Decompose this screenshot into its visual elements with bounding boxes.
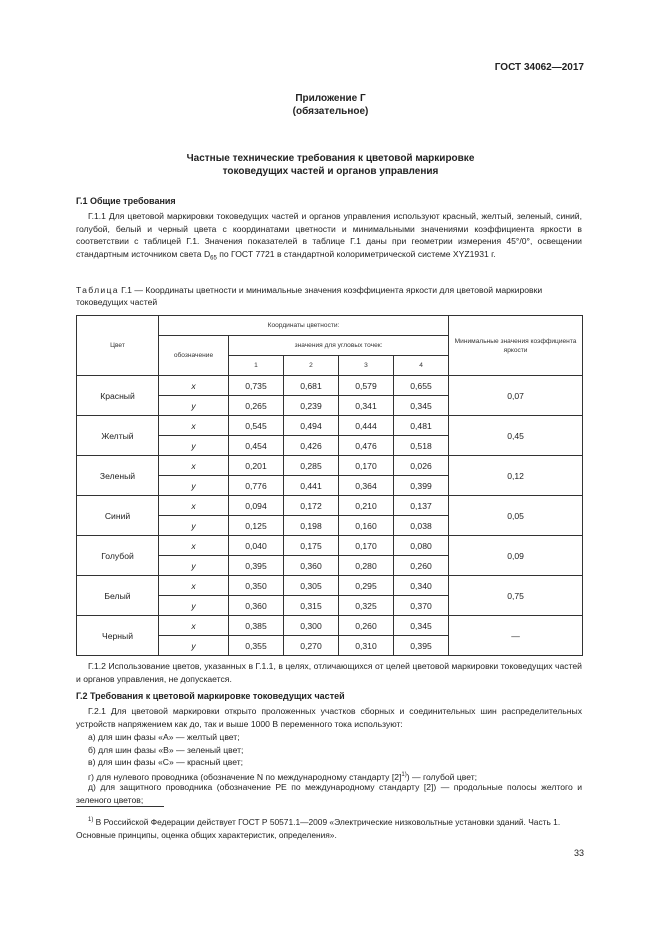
min-value-cell: —	[449, 616, 583, 656]
footnote-mark: 1)	[88, 817, 94, 823]
value-cell: 0,341	[339, 396, 394, 416]
section-g1-heading: Г.1 Общие требования	[76, 196, 176, 206]
value-cell: 0,080	[394, 536, 449, 556]
color-name-cell: Красный	[77, 376, 159, 416]
coord-label-x: x	[159, 576, 229, 596]
table-row	[77, 376, 583, 396]
value-cell: 0,040	[229, 536, 284, 556]
value-cell: 0,300	[284, 616, 339, 636]
color-name-cell: Желтый	[77, 416, 159, 456]
value-cell: 0,494	[284, 416, 339, 436]
appendix-heading	[0, 92, 661, 118]
paragraph-g21: Г.2.1 Для цветовой маркировки открыто проложенных участков сборных и соединительных шин распределительных устройств напряжением как до, так и выше 1000 В переменного тока используют:	[76, 706, 582, 729]
coord-label-y: y	[159, 396, 229, 416]
value-cell: 0,579	[339, 376, 394, 396]
table-caption	[76, 284, 582, 309]
table-caption-text: Г.1 — Координаты цветности и минимальные значения коэффициента яркости для цветовой маркировки токоведущих частей	[76, 285, 543, 308]
main-title-line2: токоведущих частей и органов управления	[222, 166, 439, 177]
color-name-cell: Синий	[77, 496, 159, 536]
value-cell: 0,310	[339, 636, 394, 656]
value-cell: 0,476	[339, 436, 394, 456]
value-cell: 0,315	[284, 596, 339, 616]
value-cell: 0,776	[229, 476, 284, 496]
min-value-cell: 0,45	[449, 416, 583, 456]
list-item: в) для шин фазы «С» — красный цвет;	[88, 757, 244, 768]
list-item-neutral-tail: ) — голубой цвет;	[406, 771, 478, 782]
value-cell: 0,545	[229, 416, 284, 436]
list-item: а) для шин фазы «А» — желтый цвет;	[88, 732, 240, 742]
value-cell: 0,305	[284, 576, 339, 596]
table-caption-label: Таблица	[76, 285, 119, 295]
value-cell: 0,345	[394, 396, 449, 416]
header-point: 3	[339, 356, 394, 376]
min-value-cell: 0,05	[449, 496, 583, 536]
appendix-status: (обязательное)	[292, 106, 369, 117]
table-row	[77, 576, 583, 596]
paragraph-g11-tail: по ГОСТ 7721 в стандартной колориметрической системе XYZ1931 г.	[216, 248, 496, 259]
value-cell: 0,239	[284, 396, 339, 416]
footnote-ref: 1)	[401, 771, 407, 778]
coord-label-y: y	[159, 436, 229, 456]
value-cell: 0,441	[284, 476, 339, 496]
main-title	[0, 152, 661, 178]
value-cell: 0,395	[394, 636, 449, 656]
paragraph-g11	[76, 210, 582, 265]
value-cell: 0,655	[394, 376, 449, 396]
illuminant-subscript: 65	[210, 255, 217, 262]
table-row	[77, 416, 583, 436]
value-cell: 0,426	[284, 436, 339, 456]
value-cell: 0,395	[229, 556, 284, 576]
chromaticity-table	[76, 315, 583, 656]
coord-label-x: x	[159, 536, 229, 556]
value-cell: 0,260	[339, 616, 394, 636]
header-point: 4	[394, 356, 449, 376]
value-cell: 0,175	[284, 536, 339, 556]
coord-label-x: x	[159, 616, 229, 636]
header-point: 2	[284, 356, 339, 376]
value-cell: 0,265	[229, 396, 284, 416]
paragraph-g11-text: Г.1.1 Для цветовой маркировки токоведущих частей и органов управления используют красный, желтый, зеленый, синий, голубой, белый и черный цвета с координатами цветности и минимальными значениями коэффициента яркости в соответствии с таблицей Г.1. Значения показателей в таблице Г.1 даны при геометрии измерения 45°/0°, освещении стандартным источником света D	[76, 211, 582, 259]
main-title-line1: Частные технические требования к цветовой маркировке	[186, 153, 475, 164]
footnote	[76, 814, 582, 842]
value-cell: 0,270	[284, 636, 339, 656]
list-item-protective: д) для защитного проводника (обозначение РЕ по международному стандарту [2]) — продольные полосы желтого и зеленого цветов;	[76, 782, 582, 805]
min-value-cell: 0,09	[449, 536, 583, 576]
coord-label-y: y	[159, 516, 229, 536]
table-row	[77, 456, 583, 476]
value-cell: 0,360	[284, 556, 339, 576]
value-cell: 0,481	[394, 416, 449, 436]
phase-color-list	[76, 731, 582, 783]
value-cell: 0,350	[229, 576, 284, 596]
color-name-cell: Зеленый	[77, 456, 159, 496]
min-value-cell: 0,75	[449, 576, 583, 616]
value-cell: 0,160	[339, 516, 394, 536]
coord-label-y: y	[159, 636, 229, 656]
color-name-cell: Черный	[77, 616, 159, 656]
header-designation: обозначение	[159, 336, 229, 376]
value-cell: 0,518	[394, 436, 449, 456]
coord-label-x: x	[159, 456, 229, 476]
gost-code: ГОСТ 34062—2017	[494, 62, 584, 73]
value-cell: 0,360	[229, 596, 284, 616]
coord-label-x: x	[159, 376, 229, 396]
min-value-cell: 0,12	[449, 456, 583, 496]
min-value-cell: 0,07	[449, 376, 583, 416]
coord-label-y: y	[159, 476, 229, 496]
header-coords: Координаты цветности:	[159, 316, 449, 336]
footnote-rule	[76, 806, 164, 807]
coord-label-x: x	[159, 416, 229, 436]
value-cell: 0,260	[394, 556, 449, 576]
value-cell: 0,137	[394, 496, 449, 516]
table-row	[77, 616, 583, 636]
value-cell: 0,295	[339, 576, 394, 596]
value-cell: 0,385	[229, 616, 284, 636]
value-cell: 0,355	[229, 636, 284, 656]
value-cell: 0,172	[284, 496, 339, 516]
value-cell: 0,364	[339, 476, 394, 496]
value-cell: 0,125	[229, 516, 284, 536]
table-row	[77, 496, 583, 516]
coord-label-x: x	[159, 496, 229, 516]
value-cell: 0,370	[394, 596, 449, 616]
value-cell: 0,454	[229, 436, 284, 456]
header-point: 1	[229, 356, 284, 376]
table-row	[77, 536, 583, 556]
value-cell: 0,170	[339, 456, 394, 476]
value-cell: 0,340	[394, 576, 449, 596]
value-cell: 0,735	[229, 376, 284, 396]
value-cell: 0,198	[284, 516, 339, 536]
coord-label-y: y	[159, 556, 229, 576]
list-item-neutral-text: г) для нулевого проводника (обозначение N по международному стандарту [2]	[88, 771, 402, 782]
value-cell: 0,345	[394, 616, 449, 636]
value-cell: 0,444	[339, 416, 394, 436]
page-number: 33	[573, 848, 584, 858]
value-cell: 0,026	[394, 456, 449, 476]
value-cell: 0,038	[394, 516, 449, 536]
header-min-values: Минимальные значения коэффициента яркости	[449, 316, 583, 376]
color-name-cell: Голубой	[77, 536, 159, 576]
coord-label-y: y	[159, 596, 229, 616]
appendix-title: Приложение Г	[295, 93, 366, 104]
list-item: б) для шин фазы «В» — зеленый цвет;	[88, 744, 244, 755]
footnote-text: В Российской Федерации действует ГОСТ Р 50571.1—2009 «Электрические низковольтные установки зданий. Часть 1. Основные принципы, оценка общих характеристик, определения».	[76, 816, 561, 840]
value-cell: 0,094	[229, 496, 284, 516]
value-cell: 0,399	[394, 476, 449, 496]
color-name-cell: Белый	[77, 576, 159, 616]
value-cell: 0,201	[229, 456, 284, 476]
header-color: Цвет	[77, 316, 159, 376]
value-cell: 0,210	[339, 496, 394, 516]
section-g2-heading: Г.2 Требования к цветовой маркировке токоведущих частей	[76, 691, 345, 701]
value-cell: 0,681	[284, 376, 339, 396]
paragraph-g12: Г.1.2 Использование цветов, указанных в Г.1.1, в целях, отличающихся от целей цветовой маркировки токоведущих частей и органов управления, не допускается.	[76, 661, 582, 684]
value-cell: 0,325	[339, 596, 394, 616]
value-cell: 0,280	[339, 556, 394, 576]
value-cell: 0,285	[284, 456, 339, 476]
header-corner-values: значения для угловых точек:	[229, 336, 449, 356]
value-cell: 0,170	[339, 536, 394, 556]
